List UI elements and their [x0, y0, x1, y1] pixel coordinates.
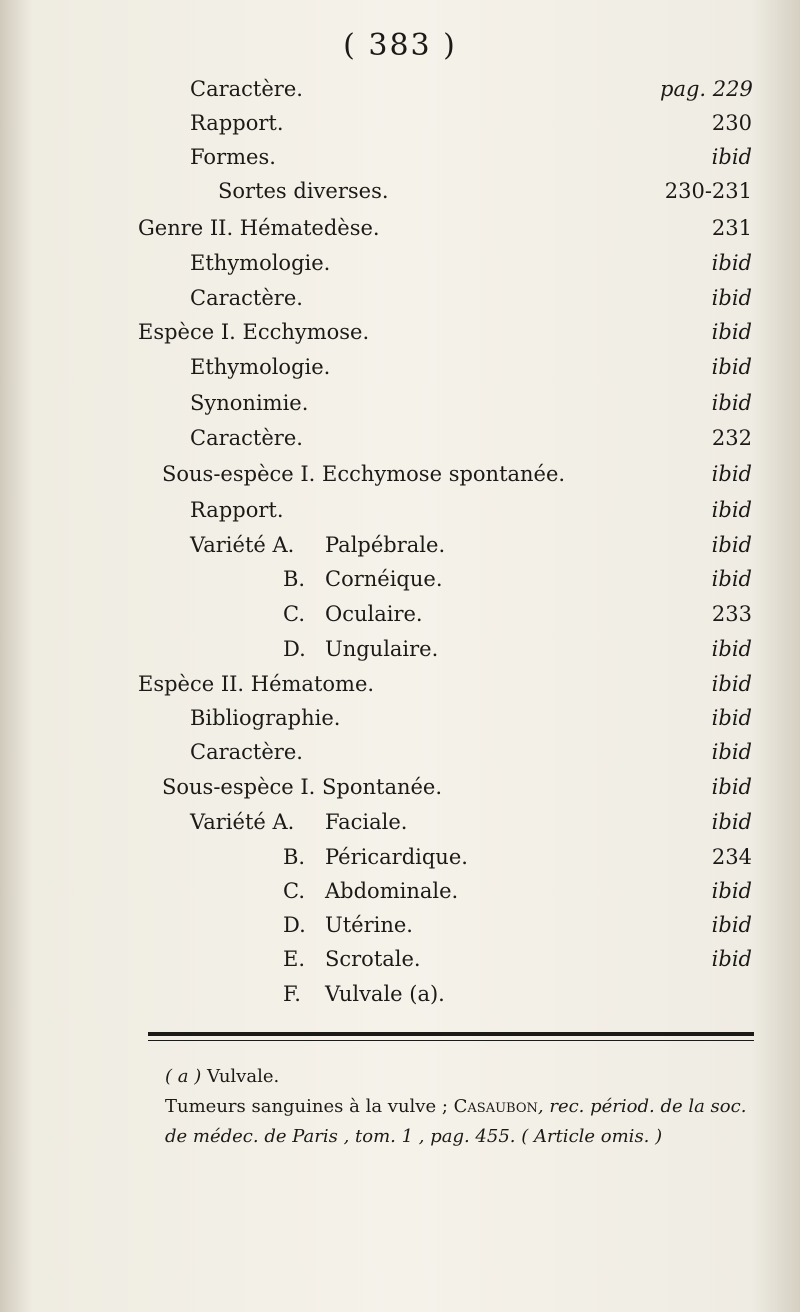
variety-name: Ungulaire.: [325, 637, 439, 661]
entry-page: 230-231: [664, 179, 752, 203]
variety-label: B.: [283, 567, 306, 591]
index-entry: [0, 667, 800, 701]
variety-label: F.: [283, 982, 301, 1006]
index-entry: [0, 701, 800, 735]
entry-page: ibid: [711, 775, 752, 799]
variety-entry: [0, 840, 800, 874]
entry-page: ibid: [711, 637, 752, 661]
entry-page: 233: [711, 602, 752, 626]
entry-text: Genre II. Hématedèse.: [138, 216, 380, 240]
index-entry: [0, 421, 800, 455]
entry-text: Sous-espèce I. Spontanée.: [162, 775, 443, 799]
entry-page: ibid: [711, 706, 752, 730]
entry-text: Espèce I. Ecchymose.: [138, 320, 370, 344]
entry-text: Caractère.: [190, 77, 303, 101]
entry-page: 234: [711, 845, 752, 869]
entry-text: Caractère.: [190, 286, 303, 310]
variety-entry: [0, 805, 800, 839]
entry-page: ibid: [711, 145, 752, 169]
variety-name: Vulvale (a).: [325, 982, 445, 1006]
variety-label: D.: [283, 637, 306, 661]
entry-page: ibid: [711, 879, 752, 903]
entry-page: pag. 229: [660, 77, 753, 101]
footnote-citation: , rec. périod. de la soc. de médec. de Paris , tom. 1 , pag. 455. ( Article omis. ): [165, 1096, 747, 1147]
variety-name: Faciale.: [325, 810, 408, 834]
footnote-heading: [165, 1062, 755, 1092]
variety-entry: [0, 528, 800, 562]
index-entry: [0, 770, 800, 804]
variety-name: Oculaire.: [325, 602, 423, 626]
entry-page: ibid: [711, 498, 752, 522]
entry-text: Caractère.: [190, 426, 303, 450]
variety-label: B.: [283, 845, 306, 869]
entry-page: 232: [711, 426, 752, 450]
footnote-title: Vulvale.: [206, 1066, 280, 1087]
variety-entry: [0, 977, 800, 1011]
entry-page: ibid: [711, 391, 752, 415]
variety-entry: [0, 562, 800, 596]
variety-entry: [0, 632, 800, 666]
variety-label: E.: [283, 947, 306, 971]
entry-text: Sortes diverses.: [218, 179, 389, 203]
index-entry: [0, 281, 800, 315]
index-entry: [0, 315, 800, 349]
entry-text: Rapport.: [190, 498, 284, 522]
variety-entry: [0, 874, 800, 908]
page-number: ( 383 ): [343, 28, 457, 63]
entry-text: Ethymologie.: [190, 251, 331, 275]
variety-name: Abdominale.: [325, 879, 459, 903]
entry-page: ibid: [711, 533, 752, 557]
variety-label: D.: [283, 913, 306, 937]
footnote-author: Casaubon: [453, 1096, 538, 1117]
entry-page: 231: [711, 216, 752, 240]
variety-name: Utérine.: [325, 913, 413, 937]
index-entry: [0, 72, 800, 106]
index-entry: [0, 735, 800, 769]
index-entry: [0, 386, 800, 420]
entry-page: ibid: [711, 320, 752, 344]
footnote-marker: ( a ): [165, 1066, 202, 1087]
entry-page: ibid: [711, 462, 752, 486]
variety-name: Scrotale.: [325, 947, 421, 971]
entry-text: Bibliographie.: [190, 706, 341, 730]
entry-page: ibid: [711, 567, 752, 591]
entry-text: Caractère.: [190, 740, 303, 764]
index-entry: [0, 493, 800, 527]
variety-label: Variété A.: [190, 810, 295, 834]
entry-text: Sous-espèce I. Ecchymose spontanée.: [162, 462, 566, 486]
variety-name: Cornéique.: [325, 567, 443, 591]
entry-text: Espèce II. Hématome.: [138, 672, 375, 696]
variety-name: Palpébrale.: [325, 533, 446, 557]
footnote-rule-thin: [148, 1040, 754, 1041]
variety-entry: [0, 942, 800, 976]
entry-page: ibid: [711, 913, 752, 937]
entry-page: ibid: [711, 251, 752, 275]
index-entry: [0, 211, 800, 245]
index-entry: [0, 174, 800, 208]
index-entry: [0, 350, 800, 384]
footnote-text: Tumeurs sanguines à la vulve ;: [165, 1096, 448, 1117]
entry-page: ibid: [711, 286, 752, 310]
variety-name: Péricardique.: [325, 845, 468, 869]
entry-page: ibid: [711, 740, 752, 764]
variety-label: C.: [283, 879, 305, 903]
index-entry: [0, 106, 800, 140]
entry-text: Formes.: [190, 145, 276, 169]
index-entry: [0, 140, 800, 174]
variety-entry: [0, 597, 800, 631]
entry-text: Ethymologie.: [190, 355, 331, 379]
entry-page: ibid: [711, 810, 752, 834]
entry-text: Synonimie.: [190, 391, 309, 415]
footnote-rule: [148, 1032, 754, 1036]
index-entry: [0, 457, 800, 491]
entry-page: 230: [711, 111, 752, 135]
entry-text: Rapport.: [190, 111, 284, 135]
entry-page: ibid: [711, 355, 752, 379]
entry-page: ibid: [711, 947, 752, 971]
variety-label: Variété A.: [190, 533, 295, 557]
entry-page: ibid: [711, 672, 752, 696]
variety-label: C.: [283, 602, 305, 626]
variety-entry: [0, 908, 800, 942]
footnote-body: [165, 1092, 755, 1152]
index-entry: [0, 246, 800, 280]
